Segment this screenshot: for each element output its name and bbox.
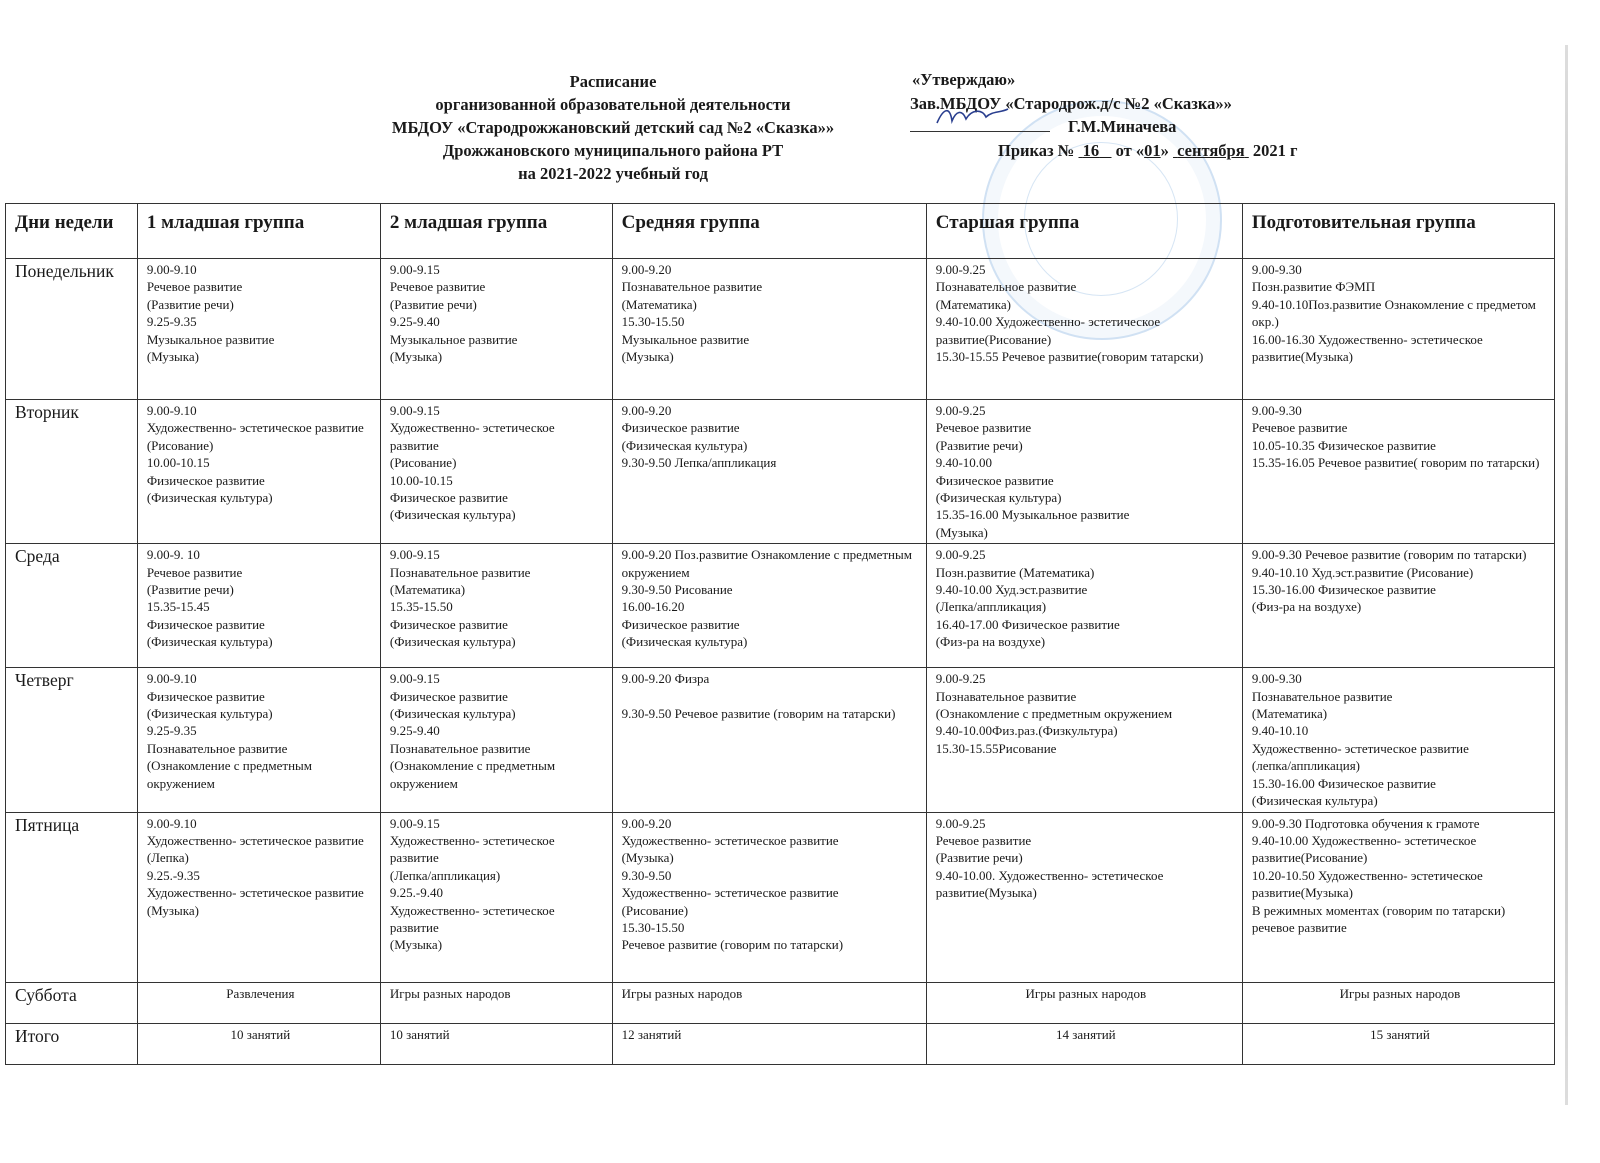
header-junior-2: 2 младшая группа: [380, 204, 612, 259]
saturday-cell: Игры разных народов: [380, 982, 612, 1023]
signature-underline: [910, 117, 1050, 132]
schedule-cell: 9.00-9.25 Речевое развитие (Развитие речи) 9.40-10.00 Физическое развитие (Физическая культура) 15.35-16.00 Музыкальное развитие (Музыка): [926, 400, 1242, 544]
order-number: [1079, 141, 1112, 160]
schedule-cell: 9.00-9.20 Познавательное развитие (Математика) 15.30-15.50 Музыкальное развитие (Музыка): [612, 259, 926, 400]
schedule-cell: 9.00-9.15 Познавательное развитие (Математика) 15.35-15.50 Физическое развитие (Физическая культура): [380, 544, 612, 668]
schedule-cell: 9.00-9. 10 Речевое развитие (Развитие речи) 15.35-15.45 Физическое развитие (Физическая культура): [137, 544, 380, 668]
schedule-cell: 9.00-9.20 Поз.развитие Ознакомление с предметным окружением 9.30-9.50 Рисование 16.00-16.20 Физическое развитие (Физическая культура): [612, 544, 926, 668]
schedule-cell: 9.00-9.20 Художественно- эстетическое развитие (Музыка) 9.30-9.50 Художественно- эстетическое развитие (Рисование) 15.30-15.50 Речевое развитие (говорим по татарски): [612, 812, 926, 982]
approver-position: Зав.МБДОУ «Стародрож.д/с №2 «Сказка»»: [910, 93, 1232, 113]
header-senior: Старшая группа: [926, 204, 1242, 259]
schedule-cell: 9.00-9.30 Подготовка обучения к грамоте 9.40-10.00 Художественно- эстетическое развитие(Рисование) 10.20-10.50 Художественно- эстетическое развитие(Музыка) В режимных моментах (говорим по татарски) речевое развитие: [1242, 812, 1554, 982]
header-junior-1: 1 младшая группа: [137, 204, 380, 259]
schedule-cell: 9.00-9.25 Познавательное развитие (Математика) 9.40-10.00 Художественно- эстетическое развитие(Рисование) 15.30-15.55 Речевое развитие(говорим татарски): [926, 259, 1242, 400]
day-cell: Суббота: [6, 982, 138, 1023]
document-title: [318, 70, 908, 185]
schedule-cell: 9.00-9.15 Художественно- эстетическое развитие (Рисование) 10.00-10.15 Физическое развитие (Физическая культура): [380, 400, 612, 544]
schedule-cell: 9.00-9.10 Художественно- эстетическое развитие (Рисование) 10.00-10.15 Физическое развитие (Физическая культура): [137, 400, 380, 544]
order-from: от «: [1115, 140, 1145, 160]
table-row: [6, 259, 1555, 400]
order-close: »: [1160, 140, 1169, 160]
saturday-cell: Игры разных народов: [926, 982, 1242, 1023]
title-line: МБДОУ «Стародрожжановский детский сад №2 «Сказка»»: [391, 118, 835, 137]
schedule-cell: 9.00-9.30 Познавательное развитие (Математика) 9.40-10.10 Художественно- эстетическое развитие (лепка/аппликация) 15.30-16.00 Физическое развитие (Физическая культура): [1242, 668, 1554, 812]
order-number-value: 16: [1082, 140, 1100, 160]
header-preparatory: Подготовительная группа: [1242, 204, 1554, 259]
approve-heading: «Утверждаю»: [912, 70, 1016, 89]
order-line: [910, 139, 1470, 163]
table-row: [6, 812, 1555, 982]
approver-name: Г.М.Миначева: [1068, 117, 1177, 136]
approval-block: [910, 68, 1470, 162]
title-line: Дрожжановского муниципального района РТ: [442, 141, 784, 160]
table-row: [6, 544, 1555, 668]
total-row: [6, 1023, 1555, 1064]
title-line: Расписание: [569, 72, 657, 91]
total-cell: 12 занятий: [612, 1023, 926, 1064]
schedule-cell: 9.00-9.10 Художественно- эстетическое развитие (Лепка) 9.25.-9.35 Художественно- эстетическое развитие (Музыка): [137, 812, 380, 982]
schedule-cell: 9.00-9.15 Художественно- эстетическое развитие (Лепка/аппликация) 9.25.-9.40 Художественно- эстетическое развитие (Музыка): [380, 812, 612, 982]
day-cell: Вторник: [6, 400, 138, 544]
day-cell: Пятница: [6, 812, 138, 982]
schedule-cell: 9.00-9.30 Речевое развитие 10.05-10.35 Физическое развитие 15.35-16.05 Речевое развитие( говорим по татарски): [1242, 400, 1554, 544]
schedule-cell: 9.00-9.30 Позн.развитие ФЭМП 9.40-10.10Поз.развитие Ознакомление с предметом окр.) 16.00-16.30 Художественно- эстетическое развитие(Музыка): [1242, 259, 1554, 400]
order-year: 2021 г: [1252, 140, 1298, 160]
table-row: [6, 668, 1555, 812]
schedule-cell: 9.00-9.15 Речевое развитие (Развитие речи) 9.25-9.40 Музыкальное развитие (Музыка): [380, 259, 612, 400]
schedule-cell: 9.00-9.20 Физра 9.30-9.50 Речевое развитие (говорим на татарски): [612, 668, 926, 812]
total-cell: 14 занятий: [926, 1023, 1242, 1064]
total-cell: 10 занятий: [380, 1023, 612, 1064]
header-middle: Средняя группа: [612, 204, 926, 259]
title-line: на 2021-2022 учебный год: [518, 164, 708, 183]
saturday-cell: Развлечения: [137, 982, 380, 1023]
table-header-row: [6, 204, 1555, 259]
header-days: Дни недели: [6, 204, 138, 259]
schedule-cell: 9.00-9.30 Речевое развитие (говорим по татарски) 9.40-10.10 Худ.эст.развитие (Рисование) 15.30-16.00 Физическое развитие (Физ-ра на воздухе): [1242, 544, 1554, 668]
day-cell: Четверг: [6, 668, 138, 812]
schedule-cell: 9.00-9.25 Познавательное развитие (Ознакомление с предметным окружением 9.40-10.00Физ.раз.(Физкультура) 15.30-15.55Рисование: [926, 668, 1242, 812]
saturday-cell: Игры разных народов: [612, 982, 926, 1023]
schedule-cell: 9.00-9.20 Физическое развитие (Физическая культура) 9.30-9.50 Лепка/аппликация: [612, 400, 926, 544]
signature-line: [910, 115, 1470, 139]
day-cell: Итого: [6, 1023, 138, 1064]
saturday-cell: Игры разных народов: [1242, 982, 1554, 1023]
signature-mark: [932, 103, 1012, 129]
saturday-row: [6, 982, 1555, 1023]
schedule-cell: 9.00-9.25 Позн.развитие (Математика) 9.40-10.00 Худ.эст.развитие (Лепка/аппликация) 16.40-17.00 Физическое развитие (Физ-ра на воздухе): [926, 544, 1242, 668]
day-cell: Среда: [6, 544, 138, 668]
order-month-value: сентября: [1177, 140, 1245, 160]
schedule-cell: 9.00-9.15 Физическое развитие (Физическая культура) 9.25-9.40 Познавательное развитие (Ознакомление с предметным окружением: [380, 668, 612, 812]
total-cell: 10 занятий: [137, 1023, 380, 1064]
schedule-cell: 9.00-9.10 Физическое развитие (Физическая культура) 9.25-9.35 Познавательное развитие (Ознакомление с предметным окружением: [137, 668, 380, 812]
order-prefix: Приказ №: [998, 140, 1075, 160]
order-day: 01: [1144, 140, 1161, 160]
schedule-table: [5, 203, 1555, 1065]
order-month: [1173, 141, 1249, 160]
day-cell: Понедельник: [6, 259, 138, 400]
title-line: организованной образовательной деятельности: [435, 95, 791, 114]
scan-edge: [1565, 45, 1568, 1105]
schedule-cell: 9.00-9.25 Речевое развитие (Развитие речи) 9.40-10.00. Художественно- эстетическое развитие(Музыка): [926, 812, 1242, 982]
table-row: [6, 400, 1555, 544]
total-cell: 15 занятий: [1242, 1023, 1554, 1064]
schedule-cell: 9.00-9.10 Речевое развитие (Развитие речи) 9.25-9.35 Музыкальное развитие (Музыка): [137, 259, 380, 400]
